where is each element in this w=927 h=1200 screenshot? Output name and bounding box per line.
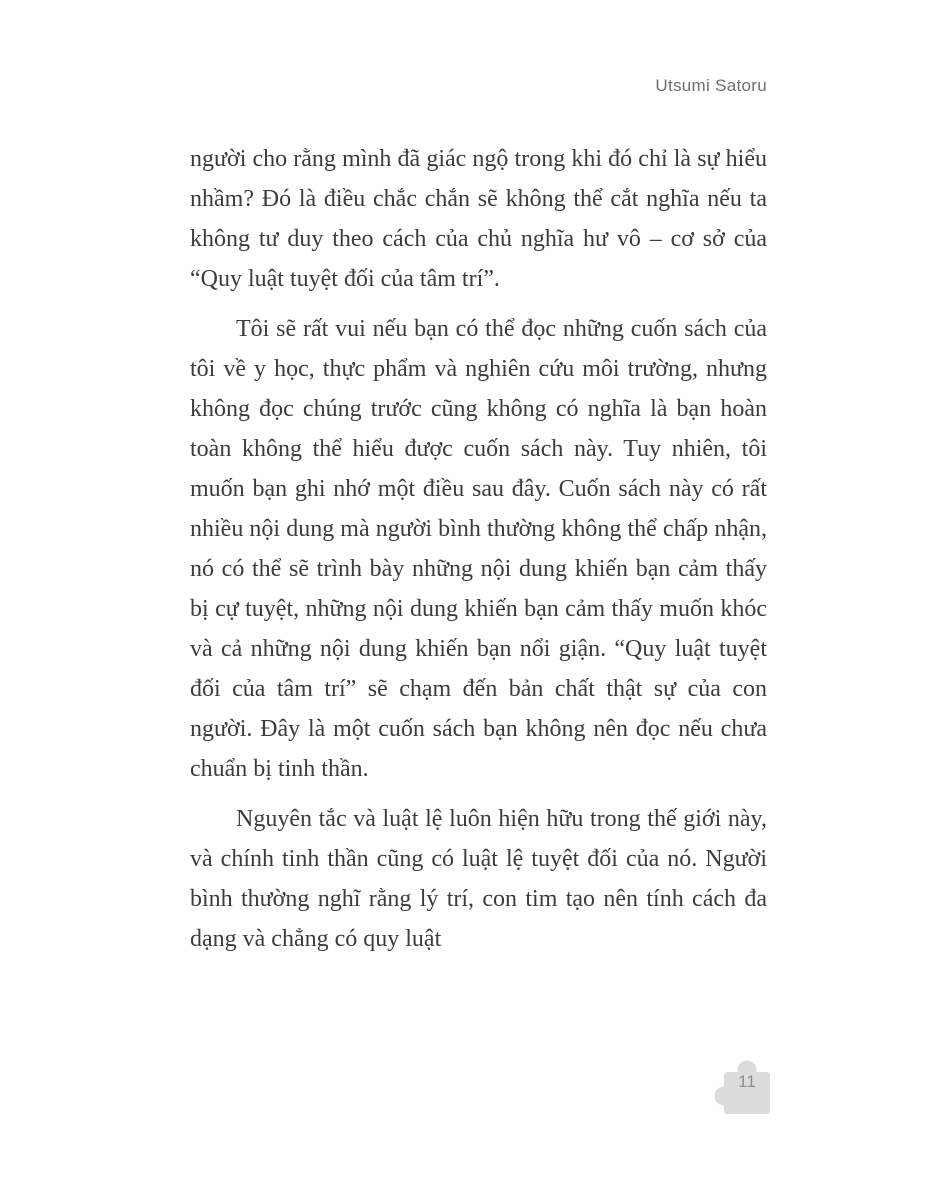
page-header-author: Utsumi Satoru bbox=[655, 76, 767, 95]
body-paragraph: người cho rằng mình đã giác ngộ trong khi đó chỉ là sự hiểu nhầm? Đó là điều chắc chắn sẽ không thể cắt nghĩa nếu ta không tư duy theo cách của chủ nghĩa hư vô – cơ sở của “Quy luật tuyệt đối của tâm trí”. bbox=[190, 146, 767, 292]
page-number: 11 bbox=[738, 1072, 756, 1091]
page-footer bbox=[710, 1056, 776, 1116]
body-paragraph: Tôi sẽ rất vui nếu bạn có thể đọc những cuốn sách của tôi về y học, thực phẩm và nghiên cứu môi trường, nhưng không đọc chúng trước cũng không có nghĩa là bạn hoàn toàn không thể hiểu được cuốn sách này. Tuy nhiên, tôi muốn bạn ghi nhớ một điều sau đây. Cuốn sách này có rất nhiều nội dung mà người bình thường không thể chấp nhận, nó có thể sẽ trình bày những nội dung khiến bạn cảm thấy bị cự tuyệt, những nội dung khiến bạn cảm thấy muốn khóc và cả những nội dung khiến bạn nổi giận. “Quy luật tuyệt đối của tâm trí” sẽ chạm đến bản chất thật sự của con người. Đây là một cuốn sách bạn không nên đọc nếu chưa chuẩn bị tinh thần. bbox=[190, 316, 767, 782]
page-body-text bbox=[190, 139, 767, 969]
body-paragraph: Nguyên tắc và luật lệ luôn hiện hữu trong thế giới này, và chính tinh thần cũng có luật lệ tuyệt đối của nó. Người bình thường nghĩ rằng lý trí, con tim tạo nên tính cách đa dạng và chẳng có quy luật bbox=[190, 806, 767, 952]
